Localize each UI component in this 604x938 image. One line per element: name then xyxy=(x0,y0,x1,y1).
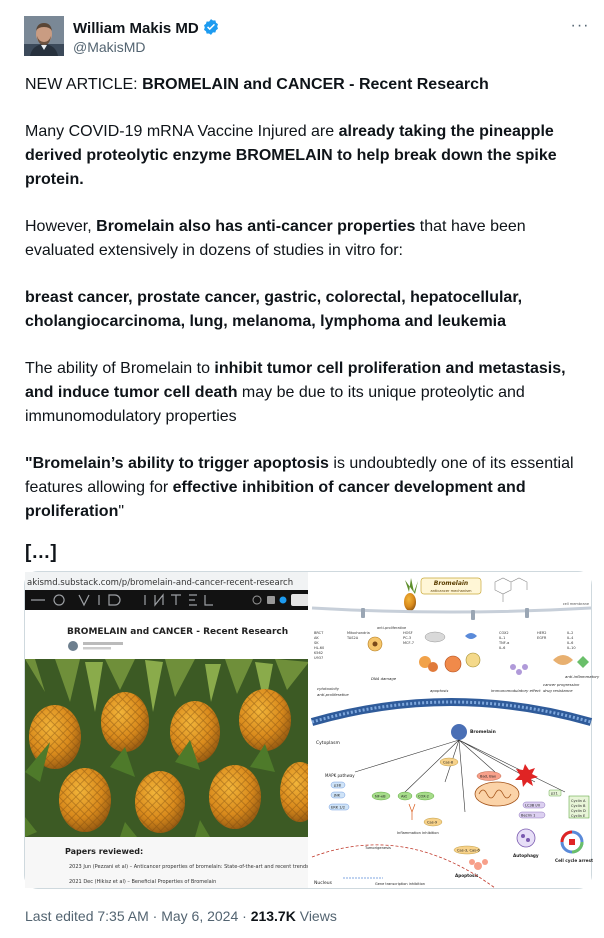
text-segment: The ability of Bromelain to xyxy=(25,360,215,377)
immunomodulatory-label: immunomodulatory effect xyxy=(491,688,541,693)
svg-text:TAS2A: TAS2A xyxy=(347,636,359,640)
paragraph-6 xyxy=(25,452,585,524)
svg-text:HER2: HER2 xyxy=(537,631,547,635)
beclin-node: Beclin 1 xyxy=(521,813,536,818)
papers-heading: Papers reviewed: xyxy=(65,847,144,856)
svg-text:K562: K562 xyxy=(314,651,323,655)
text-segment: However, xyxy=(25,218,97,235)
text-segment: may be due to its unique proteolytic and immunomodulatory properties xyxy=(25,384,525,425)
paragraph-2 xyxy=(25,120,585,192)
cas9-node: Cas-9 xyxy=(427,820,438,825)
svg-text:IL-2: IL-2 xyxy=(567,631,574,635)
bromelain-title: Bromelain xyxy=(433,580,469,587)
bold-segment: BROMELAIN and CANCER - Recent Research xyxy=(142,76,489,93)
svg-text:Mitochondria: Mitochondria xyxy=(347,631,370,635)
mechanism-diagram xyxy=(310,572,600,888)
paper-1: 2023 Jun (Pezzani et al) – Anticancer properties of bromelain: State-of-the-art and recent trends xyxy=(69,864,309,870)
bromelain-node-label: Bromelain xyxy=(470,730,496,735)
edited-timestamp[interactable]: Last edited 7:35 AM · May 6, 2024 · xyxy=(25,908,251,924)
bad-bax-node: Bad, Bax xyxy=(480,774,497,779)
anti-proliferative-label: anti-proliferative xyxy=(317,692,349,697)
avatar-image xyxy=(24,16,64,56)
text-segment: that have been evaluated extensively in dozens of studies in vitro for: xyxy=(25,218,526,259)
url-bar: akismd.substack.com/p/bromelain-and-cancer-recent-research xyxy=(27,578,294,588)
bold-segment: breast cancer, prostate cancer, gastric, colorectal, hepatocellular, cholangiocarcinoma, lung, melanoma, lymphoma and leukemia xyxy=(25,289,523,330)
inflammation-outcome: Inflammation inhibition xyxy=(397,831,439,835)
svg-text:COX2: COX2 xyxy=(499,631,509,635)
drug-resistance-label: drug resistance xyxy=(543,688,573,693)
svg-text:PC-3: PC-3 xyxy=(403,636,412,640)
paragraph-3 xyxy=(25,215,585,263)
cell-cycle-arrest-outcome: Cell cycle arrest xyxy=(555,858,593,863)
media-composite xyxy=(25,572,600,888)
bold-segment: already taking the pineapple derived proteolytic enzyme BROMELAIN to help break down the spike protein. xyxy=(25,123,557,188)
mapk-label: MAPK pathway xyxy=(325,773,355,778)
nfkb-node: NF-κB xyxy=(375,794,386,799)
svg-text:MCF-7: MCF-7 xyxy=(403,641,414,645)
svg-text:IL-6: IL-6 xyxy=(499,646,506,650)
cas3-node: Cas-3, Cas-6 xyxy=(457,848,480,853)
views-label: Views xyxy=(295,908,337,924)
jnk-node: JNK xyxy=(334,793,341,798)
paper-2: 2021 Dec (Hikisz et al) – Beneficial Properties of Bromelain xyxy=(69,879,217,885)
cancer-progression-label: cancer progression xyxy=(543,682,580,687)
text-segment: NEW ARTICLE: xyxy=(25,76,143,93)
tweet-meta xyxy=(25,906,337,926)
cyclin-b: Cyclin B xyxy=(571,804,586,808)
gene-transcription-label: Gene transcription inhibition xyxy=(375,882,426,886)
svg-text:IL-4: IL-4 xyxy=(567,636,574,640)
cas8-node: Cas-8 xyxy=(443,760,454,765)
p21-node: p21 xyxy=(551,791,558,796)
cyclin-e: Cyclin E xyxy=(571,814,586,818)
svg-text:SK: SK xyxy=(314,641,319,645)
bold-segment: inhibit tumor cell proliferation and metastasis, and induce tumor cell death xyxy=(25,360,566,401)
svg-text:AK: AK xyxy=(314,636,319,640)
cox2-node: COX-2 xyxy=(418,794,429,799)
ellipsis: […] xyxy=(25,542,57,563)
paragraph-1 xyxy=(25,73,585,97)
svg-text:U937: U937 xyxy=(314,656,324,660)
media-image[interactable] xyxy=(24,571,600,889)
text-segment: " xyxy=(118,503,125,520)
author-name: William Makis MD xyxy=(73,20,199,37)
text-segment: Many COVID-19 mRNA Vaccine Injured are xyxy=(25,123,339,140)
akt-node: Akt xyxy=(401,794,407,799)
bold-segment: Bromelain also has anti-cancer properties xyxy=(96,218,416,235)
svg-text:anti-proliferative: anti-proliferative xyxy=(377,626,407,630)
dna-damage-label: DNA damage xyxy=(371,676,397,681)
svg-text:TNF-α: TNF-α xyxy=(499,641,510,645)
autophagy-outcome: Autophagy xyxy=(513,853,539,858)
tumorigenesis-label: Tumorigenesis xyxy=(365,846,391,850)
cytoplasm-label: Cytoplasm xyxy=(316,741,340,746)
mechanism-label: anticancer mechanism xyxy=(430,589,472,593)
lc3-node: LC3B I/II xyxy=(525,803,540,808)
avatar[interactable] xyxy=(24,16,64,56)
svg-text:BRCT: BRCT xyxy=(314,631,324,635)
apoptosis-outcome: Apoptosis xyxy=(455,873,479,878)
mitochondrion-icon xyxy=(475,782,519,806)
autophagy-icon xyxy=(517,829,535,847)
article-screenshot xyxy=(25,572,320,888)
svg-text:IL-10: IL-10 xyxy=(567,646,576,650)
cyclin-a: Cyclin A xyxy=(571,799,586,803)
cytotoxicity-label: cytotoxicity xyxy=(317,686,340,691)
paragraph-4 xyxy=(25,286,585,334)
erk-node: ERK 1/2 xyxy=(331,805,346,810)
svg-text:EGFR: EGFR xyxy=(537,636,547,640)
svg-text:IL-1: IL-1 xyxy=(499,636,506,640)
svg-text:IL-6: IL-6 xyxy=(567,641,574,645)
tweet-text xyxy=(25,73,585,547)
views-count: 213.7K xyxy=(250,908,296,924)
bold-segment: "Bromelain’s ability to trigger apoptosis xyxy=(25,455,329,472)
svg-text:HL-60: HL-60 xyxy=(314,646,325,650)
apoptosis-top-label: apoptosis xyxy=(430,688,449,693)
p38-node: p38 xyxy=(334,783,341,788)
text-segment: is undoubtedly one of its essential features allowing for xyxy=(25,455,574,496)
more-options-icon[interactable]: ··· xyxy=(570,17,590,34)
display-name[interactable] xyxy=(73,18,220,39)
article-title: BROMELAIN and CANCER - Recent Research xyxy=(67,627,289,637)
nucleus-label: Nucleus xyxy=(314,881,332,886)
author-handle[interactable]: @MakisMD xyxy=(73,39,146,55)
anti-inflammatory-label: anti-inflammatory xyxy=(565,674,600,679)
cell-membrane-label: cell membrane xyxy=(562,602,589,606)
bold-segment: effective inhibition of cancer development and proliferation xyxy=(25,479,526,520)
cyclin-d: Cyclin D xyxy=(571,809,586,813)
svg-text:HOSF: HOSF xyxy=(403,631,413,635)
verified-badge-icon xyxy=(202,18,220,36)
paragraph-5 xyxy=(25,357,585,429)
